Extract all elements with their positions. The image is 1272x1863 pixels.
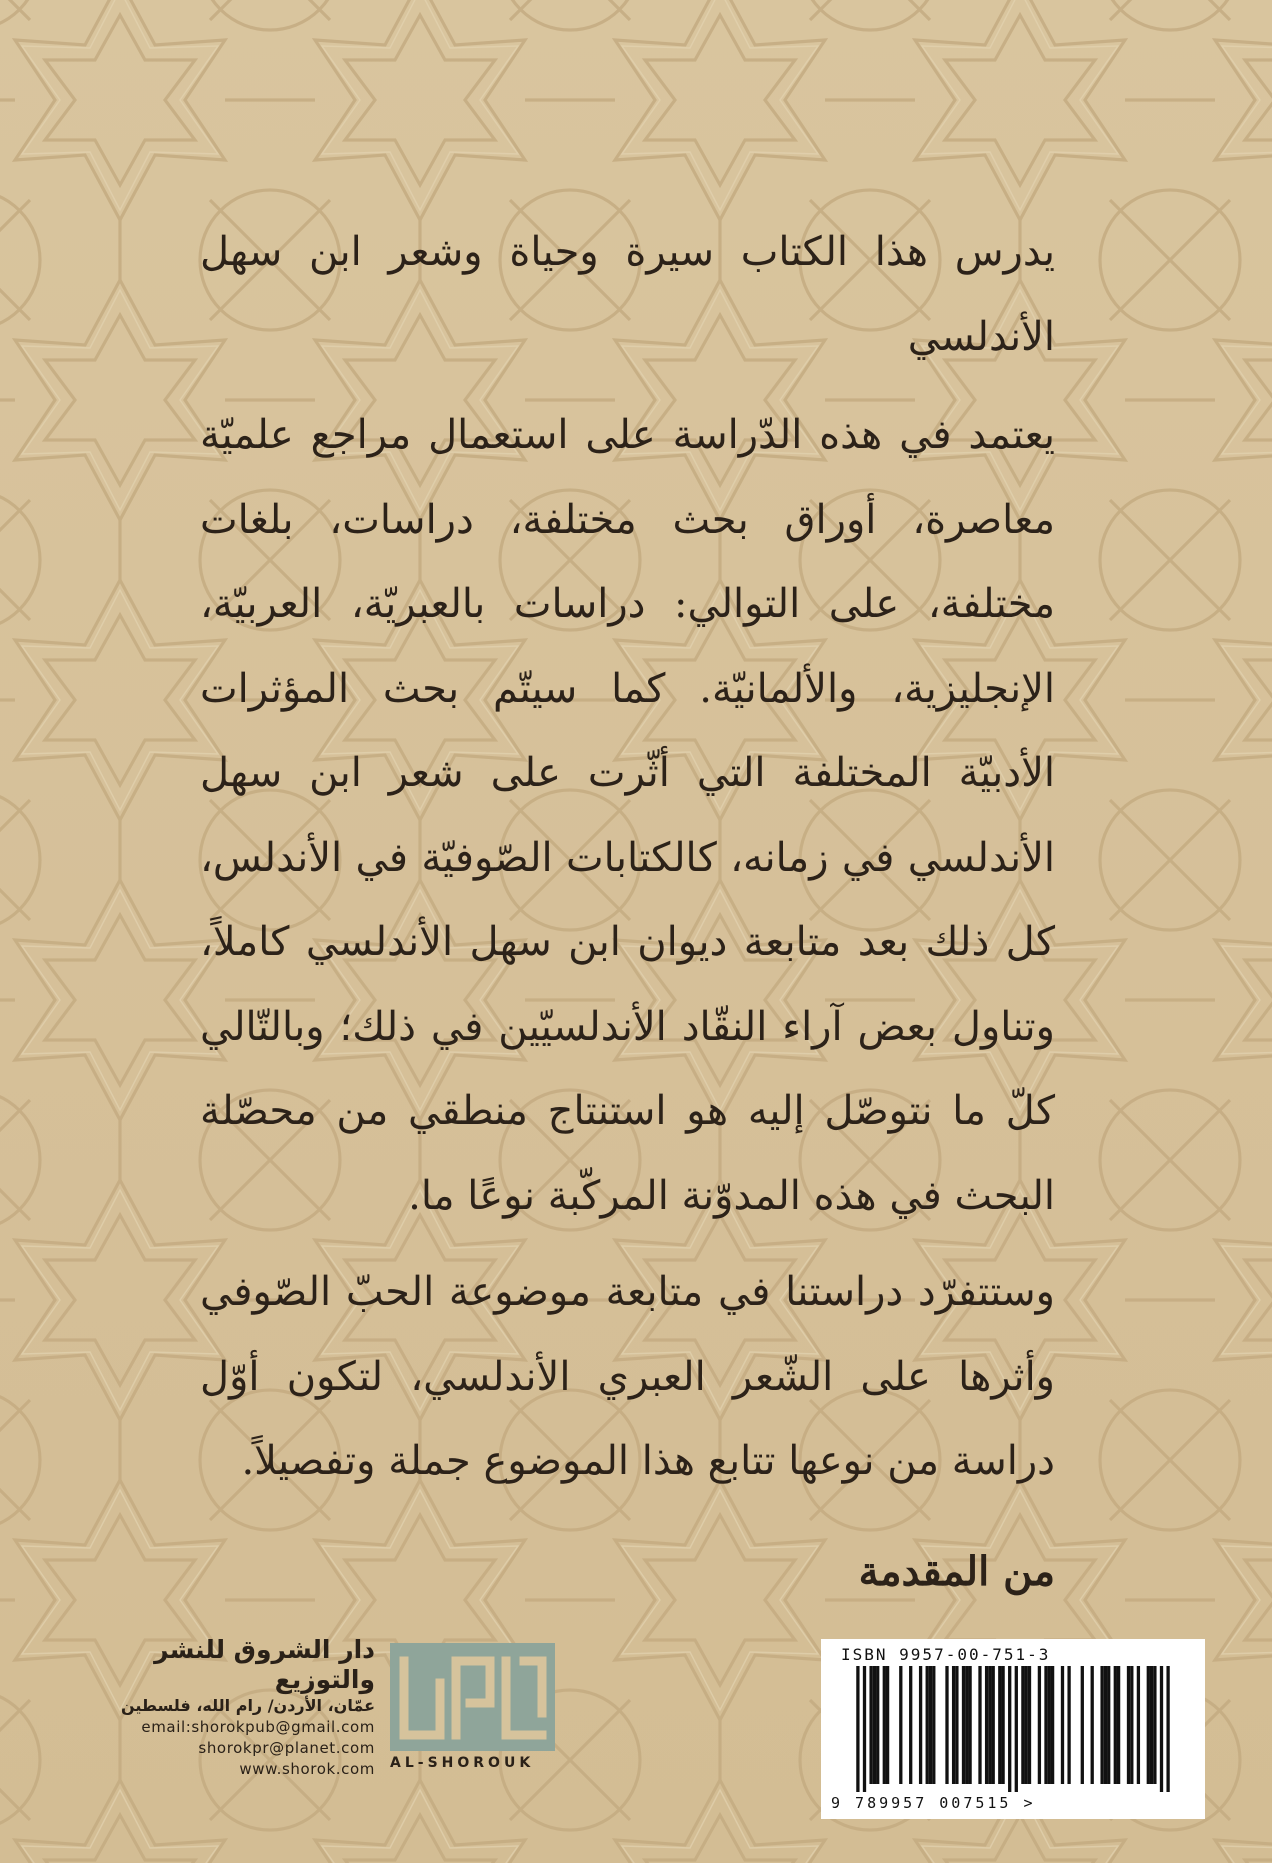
barcode-bar (988, 1666, 991, 1784)
barcode-bar (1081, 1666, 1084, 1784)
barcode-bar (1008, 1666, 1011, 1792)
barcode-bar (1160, 1666, 1163, 1792)
barcode-bar (1021, 1666, 1024, 1784)
barcode-bar (978, 1666, 981, 1784)
isbn-barcode-label (821, 1639, 1205, 1819)
blurb-paragraph-method: يعتمد في هذه الدّراسة على استعمال مراجع علميّة معاصرة، أوراق بحث مختلفة، دراسات، بلغات مختلفة، على التوالي: دراسات بالعبريّة، العربيّة، الإنجليزية، والألمانيّة. كما سيتّم بحث المؤثرات الأدبيّة المختلفة التي أثّرت على شعر ابن سهل الأندلسي في زمانه، كالكتابات الصّوفيّة في الأندلس، كل ذلك بعد متابعة ديوان ابن سهل الأندلسي كاملاً، وتناول بعض آراء النقّاد الأندلسيّين في ذلك؛ وبالتّالي كلّ ما نتوصّل إليه هو استنتاج منطقي من محصّلة البحث في هذه المدوّنة المركّبة نوعًا ما. (200, 412, 1055, 1219)
barcode-bar (1153, 1666, 1156, 1784)
barcode-bar (1100, 1666, 1103, 1784)
blurb-paragraph-uniqueness: وستتفرّد دراستنا في متابعة موضوعة الحبّ الصّوفي وأثرها على الشّعر العبري الأندلسي، لتكون أوّل دراسة من نوعها تتابع هذا الموضوع جملة وتفصيلاً. (200, 1269, 1055, 1484)
barcode-bar (1127, 1666, 1130, 1784)
barcode-bar (932, 1666, 935, 1784)
barcode-bar (863, 1666, 866, 1792)
publisher-name: دار الشروق للنشر والتوزيع (154, 1635, 375, 1694)
barcode-bar (945, 1666, 948, 1784)
barcode-bar (856, 1666, 859, 1792)
publisher-logo (390, 1643, 560, 1771)
barcode-bar (1091, 1666, 1094, 1784)
barcode-bar (968, 1666, 971, 1784)
barcode-bar (998, 1666, 1001, 1784)
publisher-logo-text: AL-SHOROUK (390, 1755, 535, 1771)
barcode-bar (926, 1666, 929, 1784)
barcode-bar (1130, 1666, 1133, 1784)
barcode-bar (1015, 1666, 1018, 1792)
barcode-bar (1061, 1666, 1064, 1784)
barcode-bar (1067, 1666, 1070, 1784)
barcode-bar (1038, 1666, 1041, 1784)
barcode-bar (1104, 1666, 1107, 1784)
barcode-bar (1147, 1666, 1150, 1784)
isbn-number: ISBN 9957-00-751-3 (841, 1645, 1051, 1664)
barcode-bar (1051, 1666, 1054, 1784)
blurb-source-label: من المقدمة (858, 1547, 1055, 1595)
barcode-bar (1117, 1666, 1120, 1784)
blurb-paragraph-intro: يدرس هذا الكتاب سيرة وحياة وشعر ابن سهل الأندلسي (200, 229, 1055, 360)
barcode-bar (1025, 1666, 1028, 1784)
barcode-bar (929, 1666, 932, 1784)
barcode-bar (1107, 1666, 1110, 1784)
publisher-email: email:shorokpub@gmail.com (141, 1718, 375, 1736)
publisher-cities: عمّان، الأردن/ رام الله، فلسطين (120, 1696, 375, 1715)
barcode-bar (1001, 1666, 1004, 1784)
barcode-bar (883, 1666, 886, 1784)
al-shorouk-logo-mark (390, 1643, 555, 1751)
barcode-bar (952, 1666, 955, 1784)
barcode-bar (1137, 1666, 1140, 1784)
barcode-digits: 9 789957 007515 > (831, 1794, 1036, 1812)
publisher-info (95, 1635, 375, 1780)
barcode-bar (899, 1666, 902, 1784)
barcode-bar (886, 1666, 889, 1784)
barcode-bar (965, 1666, 968, 1784)
publisher-website: www.shorok.com (239, 1760, 375, 1778)
barcode-bar (919, 1666, 922, 1784)
barcode-bar (876, 1666, 879, 1784)
barcode-bar (909, 1666, 912, 1784)
barcode-bar (1114, 1666, 1117, 1784)
barcode-icon (837, 1666, 1189, 1792)
barcode-bar (1150, 1666, 1153, 1784)
barcode-bar (1166, 1666, 1169, 1792)
barcode-bar (985, 1666, 988, 1784)
publisher-email-secondary: shorokpr@planet.com (198, 1739, 375, 1757)
barcode-bar (1044, 1666, 1047, 1784)
barcode-bar (1028, 1666, 1031, 1784)
back-cover-blurb (200, 210, 1055, 1614)
barcode-bar (962, 1666, 965, 1784)
barcode-bar (1048, 1666, 1051, 1784)
barcode-bar (955, 1666, 958, 1784)
barcode-bar (869, 1666, 872, 1784)
barcode-bar (873, 1666, 876, 1784)
barcode-bar (992, 1666, 995, 1784)
